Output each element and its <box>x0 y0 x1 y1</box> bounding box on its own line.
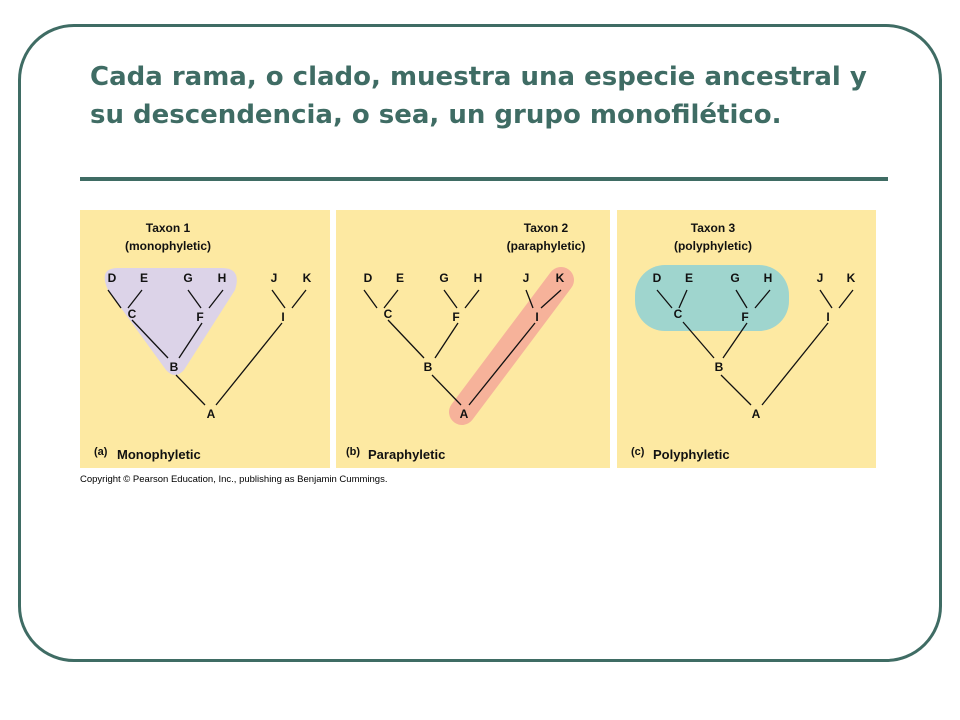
node-label-g: G <box>439 271 449 285</box>
node-label-f: F <box>741 310 749 324</box>
panel-polyphyletic <box>617 210 876 468</box>
node-label-c: C <box>127 307 137 321</box>
node-label-k: K <box>302 271 312 285</box>
paraphyletic-highlight <box>462 280 561 412</box>
node-label-h: H <box>763 271 773 285</box>
panel-caption: Paraphyletic <box>368 447 446 462</box>
panel-letter: (b) <box>346 446 361 458</box>
node-label-f: F <box>452 310 460 324</box>
taxon-title: Taxon 1 <box>145 221 191 235</box>
title-underline <box>80 177 888 181</box>
node-label-k: K <box>555 271 565 285</box>
node-label-c: C <box>673 307 683 321</box>
node-label-j: J <box>816 271 824 285</box>
node-label-c: C <box>383 307 393 321</box>
node-label-e: E <box>139 271 149 285</box>
node-label-b: B <box>169 360 179 374</box>
panel-caption: Monophyletic <box>117 447 201 462</box>
cladogram-b <box>336 210 610 468</box>
panel-caption: Polyphyletic <box>653 447 730 462</box>
panel-letter: (c) <box>631 446 645 458</box>
taxon-subtitle: (polyphyletic) <box>673 239 753 253</box>
copyright-notice: Copyright © Pearson Education, Inc., publishing as Benjamin Cummings. <box>80 474 388 485</box>
node-label-f: F <box>196 310 204 324</box>
node-label-a: A <box>751 407 761 421</box>
taxon-subtitle: (paraphyletic) <box>506 239 586 253</box>
node-label-k: K <box>846 271 856 285</box>
node-label-e: E <box>684 271 694 285</box>
node-label-b: B <box>714 360 724 374</box>
node-label-g: G <box>183 271 193 285</box>
node-label-j: J <box>270 271 278 285</box>
node-label-i: I <box>826 310 830 324</box>
node-label-d: D <box>363 271 373 285</box>
node-label-e: E <box>395 271 405 285</box>
taxon-title: Taxon 3 <box>690 221 736 235</box>
cladogram-a <box>80 210 330 468</box>
panel-letter: (a) <box>94 446 108 458</box>
node-label-a: A <box>459 407 469 421</box>
slide-title: Cada rama, o clado, muestra una especie ancestral y su descendencia, o sea, un grupo monofilético. <box>90 62 867 130</box>
cladogram-c <box>617 210 876 468</box>
node-label-h: H <box>217 271 227 285</box>
node-label-d: D <box>107 271 117 285</box>
panel-paraphyletic <box>336 210 610 468</box>
node-label-g: G <box>730 271 740 285</box>
node-label-h: H <box>473 271 483 285</box>
node-label-j: J <box>522 271 530 285</box>
panel-monophyletic <box>80 210 330 468</box>
node-label-i: I <box>535 310 539 324</box>
taxon-title: Taxon 2 <box>523 221 569 235</box>
node-label-a: A <box>206 407 216 421</box>
node-label-i: I <box>281 310 285 324</box>
node-label-d: D <box>652 271 662 285</box>
taxon-subtitle: (monophyletic) <box>125 239 211 253</box>
node-label-b: B <box>423 360 433 374</box>
